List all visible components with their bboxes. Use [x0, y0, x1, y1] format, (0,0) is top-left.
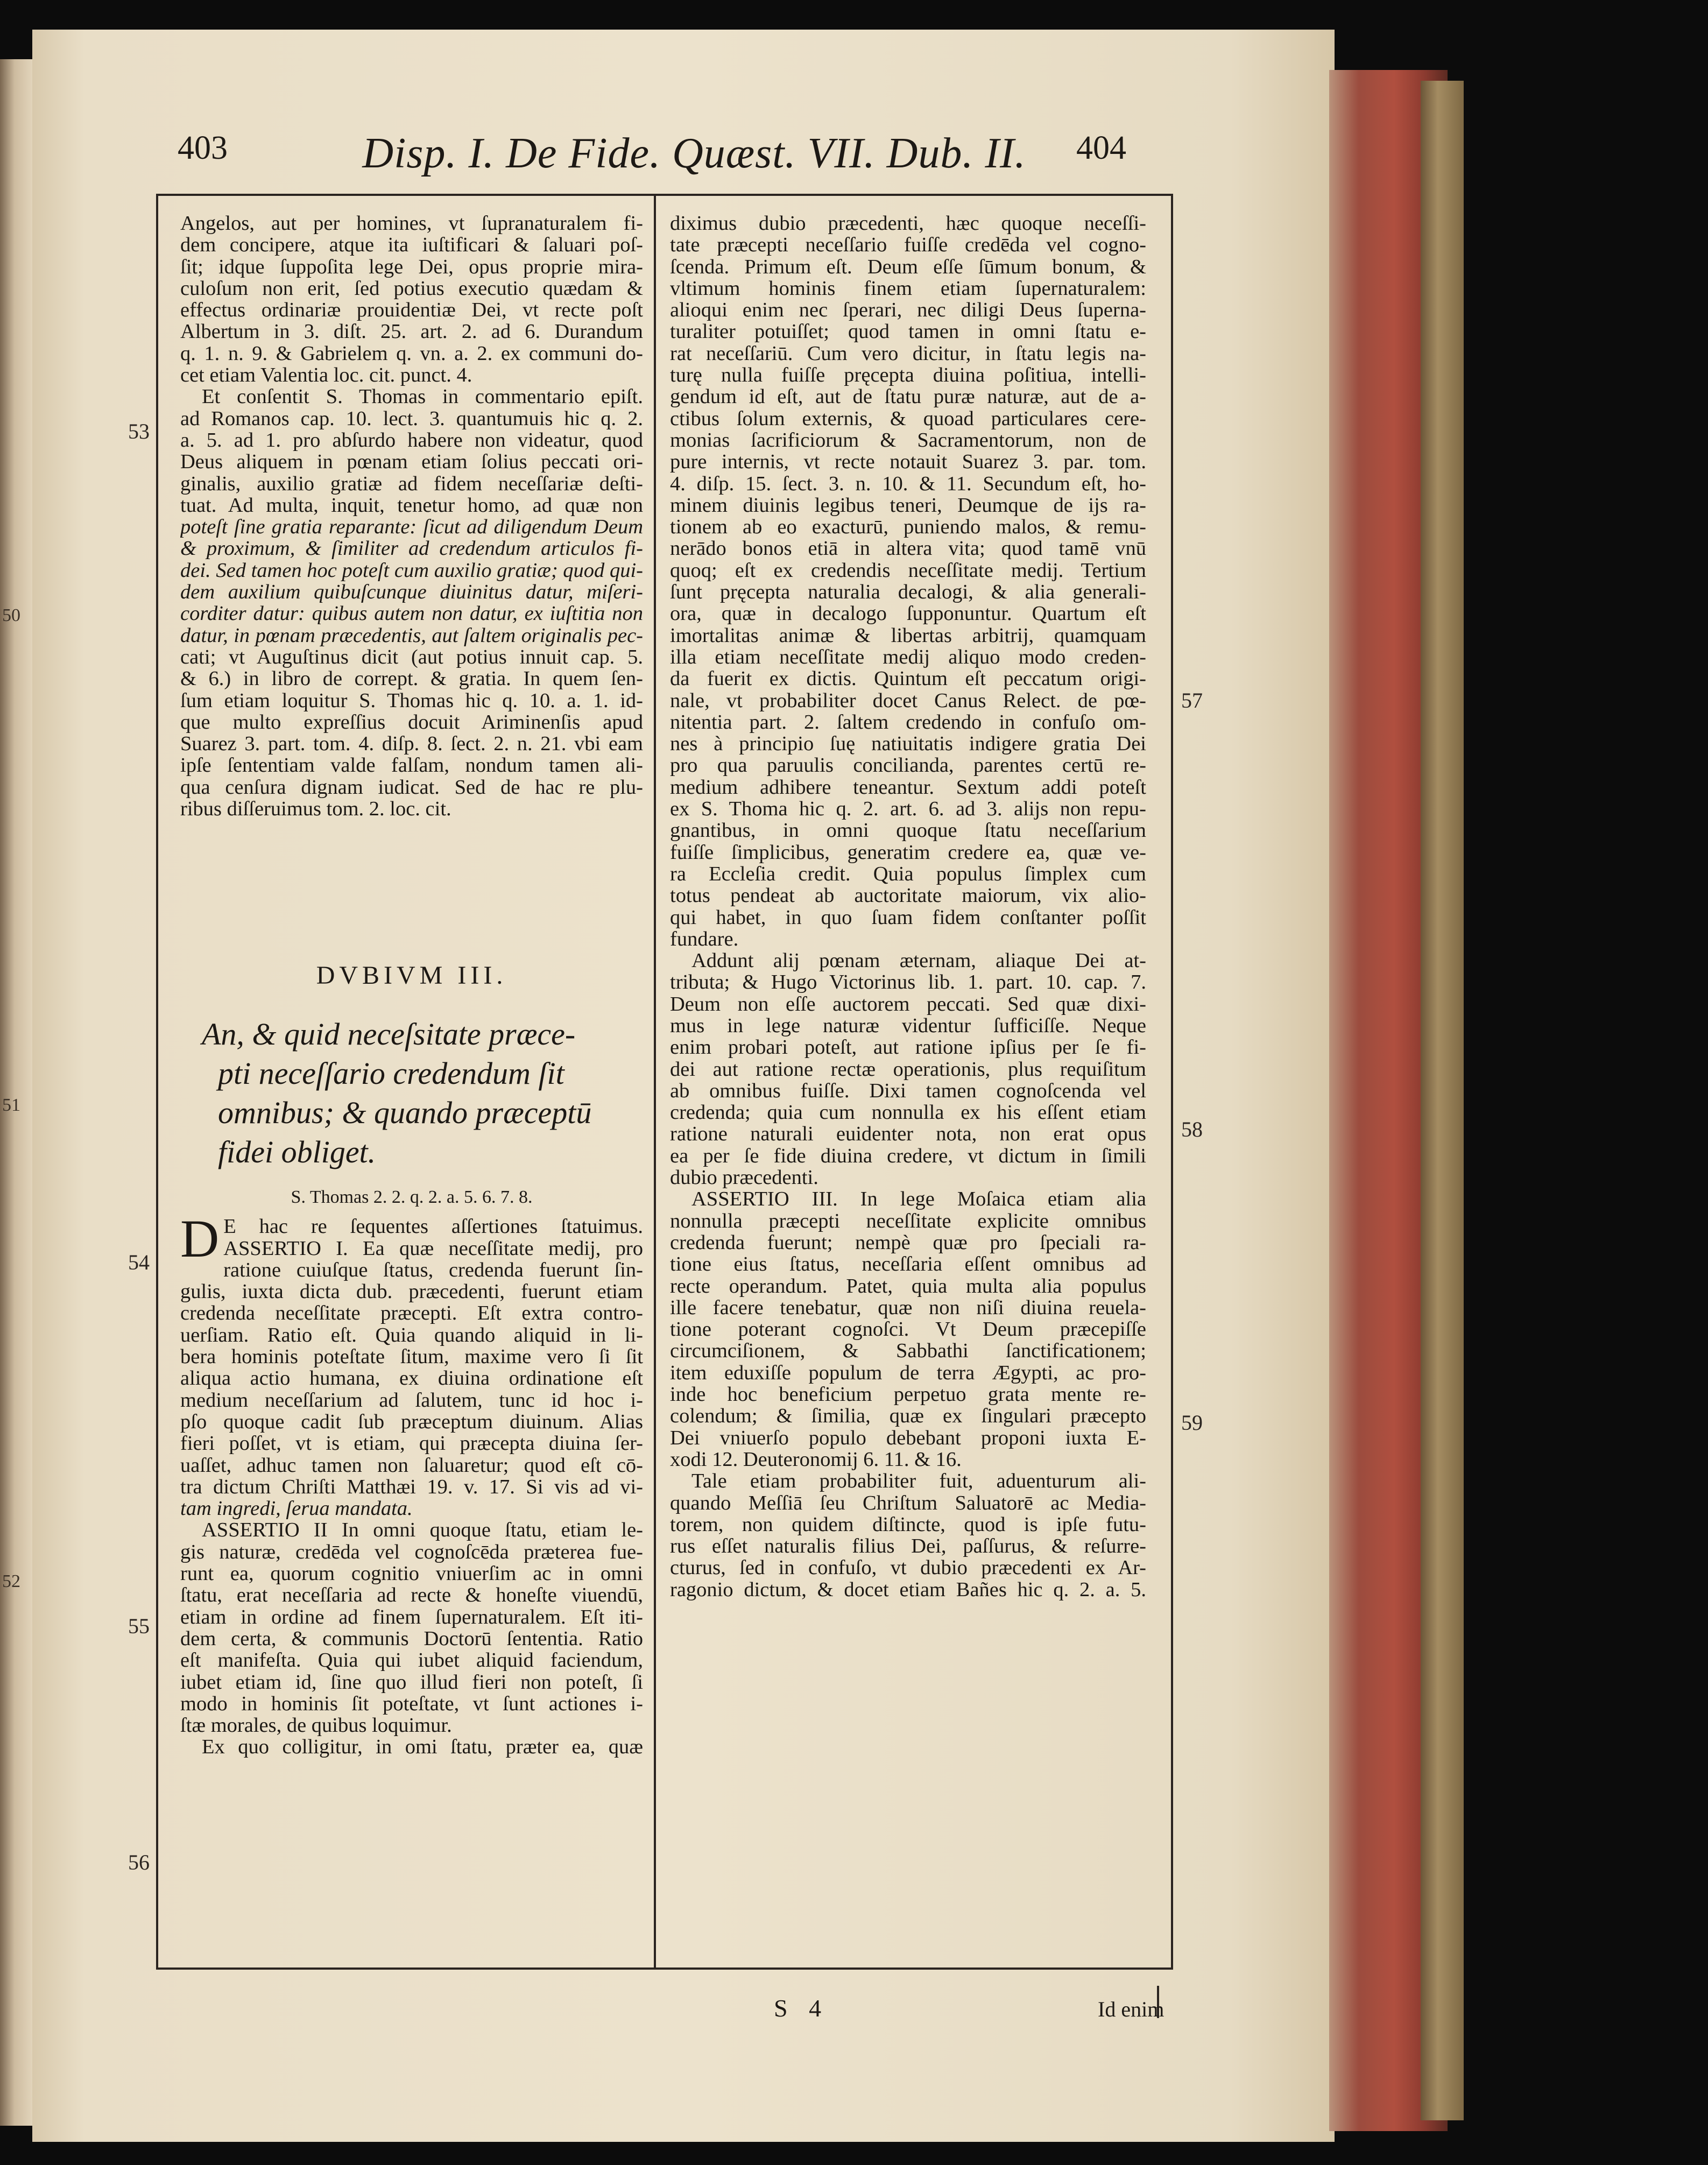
text-line: ASSERTIO II In omni quoque ſtatu, etiam le-: [202, 1519, 643, 1541]
left-column-upper: [180, 213, 643, 820]
far-margin-number: 51: [2, 1095, 20, 1115]
text-line: E hac re ſequentes aſſertiones ſtatuimus.: [223, 1216, 643, 1238]
text-line: cturus, ſed in confuſo, vt dubio præcedenti ex Ar-: [670, 1557, 1146, 1579]
text-line: qua cenſura dignam iudicat. Sed de hac re plu-: [180, 776, 643, 799]
text-line: Dei vniuerſo populo debebant proponi iuxta E-: [670, 1427, 1146, 1449]
text-line: pro qua paruulis concilianda, parentes certū re-: [670, 754, 1146, 777]
text-line: Angelos, aut per homines, vt ſupranaturalem fi-: [180, 213, 643, 235]
text-line: gnantibus, in omni quoque ſtatu neceſſarium: [670, 820, 1146, 842]
text-line: ginalis, auxilio gratiæ ad fidem neceſſariæ deſti-: [180, 473, 643, 495]
text-line: & 6.) in libro de corrept. & gratia. In quem ſen-: [180, 668, 643, 690]
page-number-right: 404: [1076, 130, 1126, 166]
text-line: Tale etiam probabiliter fuit, aduenturum ali-: [691, 1470, 1146, 1492]
text-line: quando Meſſiā ſeu Chriſtum Saluatorē ac Media-: [670, 1492, 1146, 1514]
page-number-left: 403: [178, 130, 228, 166]
margin-number: 56: [128, 1850, 150, 1874]
text-line: imortalitas animæ & libertas arbitrij, quamquam: [670, 624, 1146, 646]
text-line: diximus dubio præcedenti, hæc quoque neceſſi-: [670, 213, 1146, 235]
drop-cap: D: [180, 1209, 220, 1269]
text-line: totus pendeat ab auctoritate maiorum, vix alio-: [670, 885, 1146, 907]
reference-line: [180, 1187, 643, 1208]
text-line: fuiſſe ſimplicibus, generatim credere ea, quæ ve-: [670, 841, 1146, 863]
footer-rule: [156, 1967, 1173, 1970]
text-line: ea per ſe fide diuina credere, vt dictum in ſimili: [670, 1145, 1146, 1167]
right-column: [670, 213, 1146, 1600]
column-divider: [654, 194, 656, 1970]
text-line: Deum non eſſe auctorem peccati. Sed quæ dixi-: [670, 993, 1146, 1015]
text-line: bera hominis poteſtate ſitum, maxime vero ſi ſit: [180, 1346, 643, 1368]
text-line: culoſum non erit, ſed potius executio quædam &: [180, 277, 643, 300]
text-line: turę nulla fuiſſe pręcepta diuina poſitiua, intelli-: [670, 364, 1146, 386]
text-line: tuat. Ad multa, inquit, tenetur homo, ad quæ non: [180, 494, 643, 517]
text-line: quoq; eſt ex credendis neceſſitate medij. Tertium: [670, 559, 1146, 582]
text-line: 4. diſp. 15. ſect. 3. n. 10. & 11. Secundum eſt, ho-: [670, 473, 1146, 495]
text-line: xodi 12. Deuteronomij 6. 11. & 16.: [670, 1448, 962, 1471]
text-line: cet etiam Valentia loc. cit. punct. 4.: [180, 364, 472, 386]
text-line: nitentia part. 2. ſaltem credendo in confuſo om-: [670, 711, 1146, 734]
text-line: vltimum hominis finem etiam ſupernaturalem:: [670, 277, 1146, 300]
question-line: fidei obliget.: [218, 1134, 376, 1169]
text-line: monias ſacrificiorum & Sacramentorum, non de: [670, 429, 1146, 452]
text-line: ratione cuiuſque ſtatus, credenda fuerunt ſin-: [223, 1259, 643, 1281]
text-line: tate præcepti neceſſario fuiſſe credēda vel cogno-: [670, 234, 1146, 256]
question-line: An, & quid neceſsitate præce-: [202, 1017, 576, 1052]
text-line: pure internis, vt recte notauit Suarez 3. par. tom.: [670, 451, 1146, 473]
text-line: nonnulla præcepti neceſſitate explicite omnibus: [670, 1210, 1146, 1232]
text-line: cati; vt Auguſtinus dicit (aut potius innuit cap. 5.: [180, 646, 643, 668]
text-line: illa etiam neceſſitate medij aliquo modo creden-: [670, 646, 1146, 668]
text-line: ille facere tenebatur, quæ non niſi diuina reuela-: [670, 1296, 1146, 1319]
text-line: poteſt ſine gratia reparante: ſicut ad diligendum Deum: [180, 516, 643, 538]
frame-left-rule: [156, 194, 158, 1970]
text-line: datur, in pœnam præcedentis, aut ſaltem originalis pec-: [180, 624, 643, 646]
text-line: iubet etiam id, ſine quo illud fieri non poteſt, ſi: [180, 1671, 643, 1693]
text-line: dei. Sed tamen hoc poteſt cum auxilio gratiæ; quod qui-: [180, 559, 643, 582]
text-line: ad Romanos cap. 10. lect. 3. quantumuis hic q. 2.: [180, 407, 643, 429]
question-line: pti neceſſario credendum ſit: [218, 1056, 564, 1091]
text-line: & proximum, & ſimiliter ad credendum articulos fi-: [180, 538, 643, 560]
frame-right-rule: [1171, 194, 1173, 1970]
catchword: Id enim: [1098, 1997, 1164, 2021]
text-line: tione poterant cognoſci. Vt Deum præcepiſſe: [670, 1318, 1146, 1341]
text-line: aliqua actio humana, ex diuina ordinatione eſt: [180, 1367, 643, 1390]
paragraph: [180, 1209, 643, 1520]
text-line: turaliter potuiſſet; quod tamen in omni ſtatu e-: [670, 321, 1146, 343]
text-line: effectus ordinariæ prouidentiæ Dei, vt recte poſt: [180, 299, 643, 321]
text-line: credenda fuerunt; nempè quæ pro ſpeciali ra-: [670, 1231, 1146, 1254]
text-line: gis naturæ, credēda vel cognoſcēda præterea fue-: [180, 1541, 643, 1563]
text-line: ex S. Thoma hic q. 2. art. 6. ad 3. alijs non repu-: [670, 798, 1146, 820]
text-line: dei aut ratione rectæ operationis, plus requiſitum: [670, 1058, 1146, 1080]
text-line: fundare.: [670, 928, 739, 950]
text-line: pſo quoque cadit ſub præceptum diuinum. Alias: [180, 1411, 643, 1433]
text-line: ASSERTIO III. In lege Moſaica etiam alia: [691, 1188, 1146, 1210]
running-title: Disp. I. De Fide. Quæst. VII. Dub. II.: [362, 130, 1026, 177]
text-line: dem certa, & communis Doctorū ſententia. Ratio: [180, 1627, 643, 1650]
text-line: ſum etiam loquitur S. Thomas hic q. 10. a. 1. id-: [180, 689, 643, 711]
text-line: recte operandum. Patet, quia multa alia populus: [670, 1275, 1146, 1297]
text-line: nale, vt probabiliter docet Canus Relect. de pœ-: [670, 689, 1146, 711]
text-line: ab omnibus fuiſſe. Dixi tamen cognoſcenda vel: [670, 1080, 1146, 1102]
text-line: gendum id eſt, aut de ſtatu puræ naturæ, aut de a-: [670, 386, 1146, 408]
text-line: corditer datur: quibus autem non datur, ex iuſtitia non: [180, 603, 643, 625]
text-line: ragonio dictum, & docet etiam Bañes hic q. 2. a. 5.: [670, 1578, 1146, 1600]
text-line: ratione naturali euidenter nota, non erat opus: [670, 1123, 1146, 1145]
text-line: ctibus ſolum externis, & quoad particulares cere-: [670, 407, 1146, 429]
signature-mark: S 4: [774, 1994, 829, 2022]
text-line: ſit; idque ſuppoſita lege Dei, opus proprie mira-: [180, 256, 643, 278]
paragraph: [180, 386, 643, 820]
text-line: ra Eccleſia credit. Quia populus ſimplex cum: [670, 863, 1146, 885]
paragraph: [180, 213, 643, 386]
text-line: item eduxiſſe populum de terra Ægypti, ac pro-: [670, 1362, 1146, 1384]
text-line: ſtatu, erat neceſſaria ad recte & honeſte viuendū,: [180, 1584, 643, 1606]
background: [1464, 0, 1708, 2165]
text-line: rus eſſet naturalis filius Dei, paſſurus, & reſurre-: [670, 1535, 1146, 1557]
text-line: tione eius ſtatus, neceſſaria eſſent omnibus ad: [670, 1253, 1146, 1275]
text-line: medium adhibere teneantur. Sextum addi poteſt: [670, 776, 1146, 799]
text-line: inde hoc beneficium perpetuo grata mente re-: [670, 1384, 1146, 1406]
text-line: que multo expreſſius docuit Ariminenſis apud: [180, 711, 643, 734]
text-line: ſtæ morales, de quibus loquimur.: [180, 1715, 452, 1737]
text-line: gulis, iuxta dicta dub. præcedenti, fuerunt etiam: [180, 1281, 643, 1303]
left-column-lower: [180, 1187, 643, 1758]
text-line: ASSERTIO I. Ea quæ neceſſitate medij, pro: [223, 1237, 643, 1259]
reference: S. Thomas 2. 2. q. 2. a. 5. 6. 7. 8.: [291, 1187, 533, 1207]
text-line: ſcenda. Primum eſt. Deum eſſe ſūmum bonum, &: [670, 256, 1146, 278]
far-margin-number: 50: [2, 605, 20, 625]
text-line: minem diuinis legibus teneri, Deumque de ijs ra-: [670, 494, 1146, 517]
text-line: ora, quæ in decalogo ſupponuntur. Quartum eſt: [670, 603, 1146, 625]
text-line: uerſiam. Ratio eſt. Quia quando aliquid in li-: [180, 1324, 643, 1346]
text-line: uaſſet, adhuc tamen non ſaluaretur; quod eſt cō-: [180, 1454, 643, 1476]
paragraph: [670, 1188, 1146, 1470]
text-line: tra dictum Chriſti Matthæi 19. v. 17. Si vis ad vi-: [180, 1476, 643, 1498]
text-line: torem, non quidem diſtincte, quod is ipſe futu-: [670, 1513, 1146, 1536]
text-line: enim probari poteſt, aut ratione ipſius per ſe fi-: [670, 1036, 1146, 1059]
question-line: omnibus; & quando præceptū: [218, 1095, 592, 1130]
text-line: medium neceſſarium ad ſalutem, tunc id hoc i-: [180, 1389, 643, 1411]
text-line: Et conſentit S. Thomas in commentario epiſt.: [202, 386, 643, 408]
dubium-heading: DVBIVM III.: [316, 961, 507, 990]
text-line: ipſe ſententiam valde falſam, nondum tamen ali-: [180, 754, 643, 777]
text-line: circumciſionem, & Sabbathi ſanctificationem;: [670, 1340, 1146, 1362]
margin-number: 55: [128, 1614, 150, 1638]
text-line: runt ea, quorum cognitio vniuerſim ac in omni: [180, 1563, 643, 1585]
text-line: dem auxilium quibuſcunque diuinitus datur, miſeri-: [180, 581, 643, 603]
text-line: credenda neceſſitate præcepti. Eſt extra contro-: [180, 1302, 643, 1324]
previous-page-edge: [0, 59, 32, 2126]
text-line: tionem ab eo exacturū, puniendo malos, & remu-: [670, 516, 1146, 538]
text-line: ſunt pręcepta naturalia decalogi, & alia generali-: [670, 581, 1146, 603]
text-line: modo in hominis ſit poteſtate, vt ſunt actiones i-: [180, 1692, 643, 1715]
text-line: tributa; & Hugo Victorinus lib. 1. part. 10. cap. 7.: [670, 971, 1146, 993]
book-cover-edge: [1421, 81, 1464, 2120]
text-line: colendum; & ſimilia, quæ ex ſingulari præcepto: [670, 1405, 1146, 1427]
header-rule: [156, 194, 1173, 196]
margin-number: 54: [128, 1250, 150, 1274]
text-line: Albertum in 3. diſt. 25. art. 2. ad 6. Durandum: [180, 321, 643, 343]
margin-number: 59: [1181, 1411, 1203, 1435]
text-line: da fuerit ex dictis. Quintum eſt peccatum origi-: [670, 668, 1146, 690]
paragraph: [180, 1736, 643, 1758]
text-line: rat neceſſariū. Cum vero dicitur, in ſtatu legis na-: [670, 342, 1146, 365]
text-line: nerādo bonos etiā in altera vita; quod tamē vnū: [670, 538, 1146, 560]
far-margin-number: 52: [2, 1571, 20, 1591]
text-line: nes à principio ſuę natiuitatis indigere gratia Dei: [670, 733, 1146, 755]
margin-number: 57: [1181, 688, 1203, 713]
text-line: Ex quo colligitur, in omi ſtatu, præter ea, quæ: [202, 1736, 643, 1758]
text-line: dubio præcedenti.: [670, 1167, 818, 1189]
text-line: q. 1. n. 9. & Gabrielem q. vn. a. 2. ex communi do-: [180, 342, 643, 365]
text-line: tam ingredi, ſerua mandata.: [180, 1498, 413, 1520]
text-line: eſt manifeſta. Quia qui iubet aliquid faciendum,: [180, 1649, 643, 1672]
text-line: dem concipere, atque ita iuſtificari & ſaluari poſ-: [180, 234, 643, 256]
text-line: qui habet, in quo ſuam fidem conſtanter poſſit: [670, 906, 1146, 928]
text-line: a. 5. ad 1. pro abſurdo habere non videatur, quod: [180, 429, 643, 452]
text-line: Addunt alij pœnam æternam, aliaque Dei at-: [691, 950, 1146, 972]
text-line: mus in lege naturæ videntur ſufficiſſe. Neque: [670, 1014, 1146, 1037]
margin-number: 53: [128, 419, 150, 443]
text-line: Suarez 3. part. tom. 4. diſp. 8. ſect. 2. n. 21. vbi eam: [180, 733, 643, 755]
paragraph: [670, 950, 1146, 1188]
text-line: Deus aliquem in pœnam etiam ſolius peccati ori-: [180, 451, 643, 473]
text-line: etiam in ordine ad finem ſupernaturalem. Eſt iti-: [180, 1606, 643, 1628]
text-line: credenda; quia cum nonnulla ex his eſſent etiam: [670, 1102, 1146, 1124]
text-line: fieri poſſet, vt is etiam, qui præcepta diuina ſer-: [180, 1433, 643, 1455]
paragraph: [180, 1519, 643, 1736]
margin-number: 58: [1181, 1117, 1203, 1141]
paragraph: [670, 1470, 1146, 1600]
paragraph: [670, 213, 1146, 950]
text-line: ribus diſſeruimus tom. 2. loc. cit.: [180, 798, 451, 820]
dubium-question: [202, 1014, 643, 1172]
text-line: alioqui enim nec ſperari, nec diligi Deus ſuperna-: [670, 299, 1146, 321]
